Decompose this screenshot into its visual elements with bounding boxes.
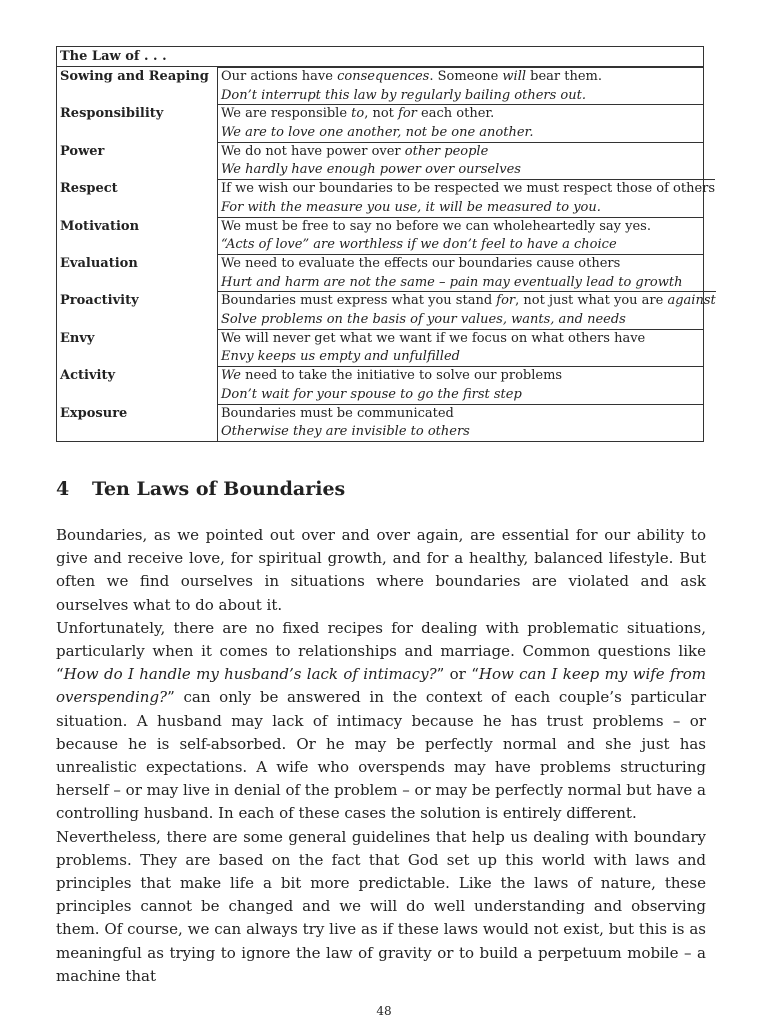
- law-name: Motivation: [60, 218, 140, 234]
- law-motto: For with the measure you use, it will be measured to you.: [221, 199, 601, 215]
- page-number: 48: [376, 1004, 392, 1018]
- paragraph: Boundaries, as we pointed out over and over again, are essential for our ability to give and receive love, for spiritual growth, and for a healthy, balanced lifestyle. But often we find ourselves in situations where boundaries are violated and ask ourselves what to do about it.: [56, 526, 706, 614]
- law-description: We need to take the initiative to solve our problems: [221, 368, 563, 384]
- table-row: [57, 404, 703, 441]
- law-body: [217, 142, 703, 179]
- law-motto: Hurt and harm are not the same – pain may eventually lead to growth: [221, 274, 683, 290]
- law-name: Sowing and Reaping: [60, 69, 209, 84]
- law-motto: “Acts of love” are worthless if we don’t feel to have a choice: [221, 237, 617, 253]
- law-body: [217, 67, 703, 104]
- law-motto: We hardly have enough power over ourselves: [221, 162, 521, 178]
- section-number: 4: [56, 478, 70, 500]
- law-motto: Envy keeps us empty and unfulfilled: [221, 349, 460, 365]
- law-motto: Don’t interrupt this law by regularly bailing others out.: [221, 87, 586, 103]
- law-description: Boundaries must express what you stand for, not just what you are against: [221, 293, 716, 309]
- law-motto: Don’t wait for your spouse to go the first step: [221, 386, 522, 402]
- table-row: [57, 104, 703, 141]
- quote-question: How can I keep my wife from overspending?: [56, 665, 706, 707]
- law-name: Proactivity: [60, 293, 139, 309]
- law-body: [217, 404, 703, 441]
- table-header: The Law of . . .: [57, 47, 703, 67]
- law-name: Respect: [60, 181, 118, 197]
- law-description: We are responsible to, not for each other.: [221, 106, 495, 122]
- section-heading: [56, 478, 345, 500]
- table-row: [57, 217, 703, 254]
- paragraph: Unfortunately, there are no fixed recipes for dealing with problematic situations, particularly when it comes to relationships and marriage. Common questions like “How do I handle my husband’s lack of intimacy?” or “How can I keep my wife from overspending?” can only be answered in the context of each couple’s particular situation. A husband may lack of intimacy because he has trust problems – or because he is self-absorbed. Or he may be perfectly normal and she just has unrealistic expectations. A wife who overspends may have problems structuring herself – or may live in denial of the problem – or may be perfectly normal but have a controlling husband. In each of these cases the solution is entirely different.: [56, 618, 706, 823]
- law-motto: Otherwise they are invisible to others: [221, 424, 470, 440]
- table-row: [57, 254, 703, 291]
- law-body: [217, 179, 715, 216]
- law-name: Envy: [60, 330, 95, 346]
- law-body: [217, 291, 716, 328]
- law-body: [217, 366, 703, 403]
- section-title: Ten Laws of Boundaries: [92, 478, 346, 500]
- law-name: Activity: [60, 368, 115, 384]
- law-name: Evaluation: [60, 255, 138, 271]
- law-motto: We are to love one another, not be one another.: [221, 125, 534, 141]
- table-row: [57, 291, 716, 328]
- law-body: [217, 104, 703, 141]
- law-name: Exposure: [60, 405, 128, 421]
- table-row: [57, 366, 703, 403]
- body-text: [56, 524, 706, 988]
- table-row: [57, 67, 703, 104]
- law-description: If we wish our boundaries to be respected we must respect those of others: [221, 181, 716, 197]
- law-motto: Solve problems on the basis of your values, wants, and needs: [221, 312, 626, 328]
- laws-table: [56, 46, 716, 442]
- paragraph: Nevertheless, there are some general guidelines that help us dealing with boundary problems. They are based on the fact that God set up this world with laws and principles that make life a bit more predictable. Like the laws of nature, these principles cannot be changed and we will do well understanding and observing them. Of course, we can always try live as if these laws would not exist, but this is as meaningful as trying to ignore the law of gravity or to build a perpetuum mobile – a machine that: [56, 827, 706, 985]
- law-body: [217, 254, 703, 291]
- law-name: Power: [60, 143, 105, 159]
- law-body: [217, 329, 703, 366]
- law-description: We need to evaluate the effects our boundaries cause others: [221, 255, 621, 271]
- table-row: [57, 329, 703, 366]
- law-body: [217, 217, 703, 254]
- quote-question: How do I handle my husband’s lack of intimacy?: [63, 665, 437, 684]
- law-description: We must be free to say no before we can wholeheartedly say yes.: [221, 218, 651, 234]
- law-description: Boundaries must be communicated: [221, 405, 454, 421]
- law-description: We do not have power over other people: [221, 143, 489, 159]
- table-row: [57, 142, 703, 179]
- law-description: Our actions have consequences. Someone will bear them.: [221, 69, 603, 84]
- law-description: We will never get what we want if we focus on what others have: [221, 330, 646, 346]
- table-row: [57, 179, 716, 216]
- law-name: Responsibility: [60, 106, 164, 122]
